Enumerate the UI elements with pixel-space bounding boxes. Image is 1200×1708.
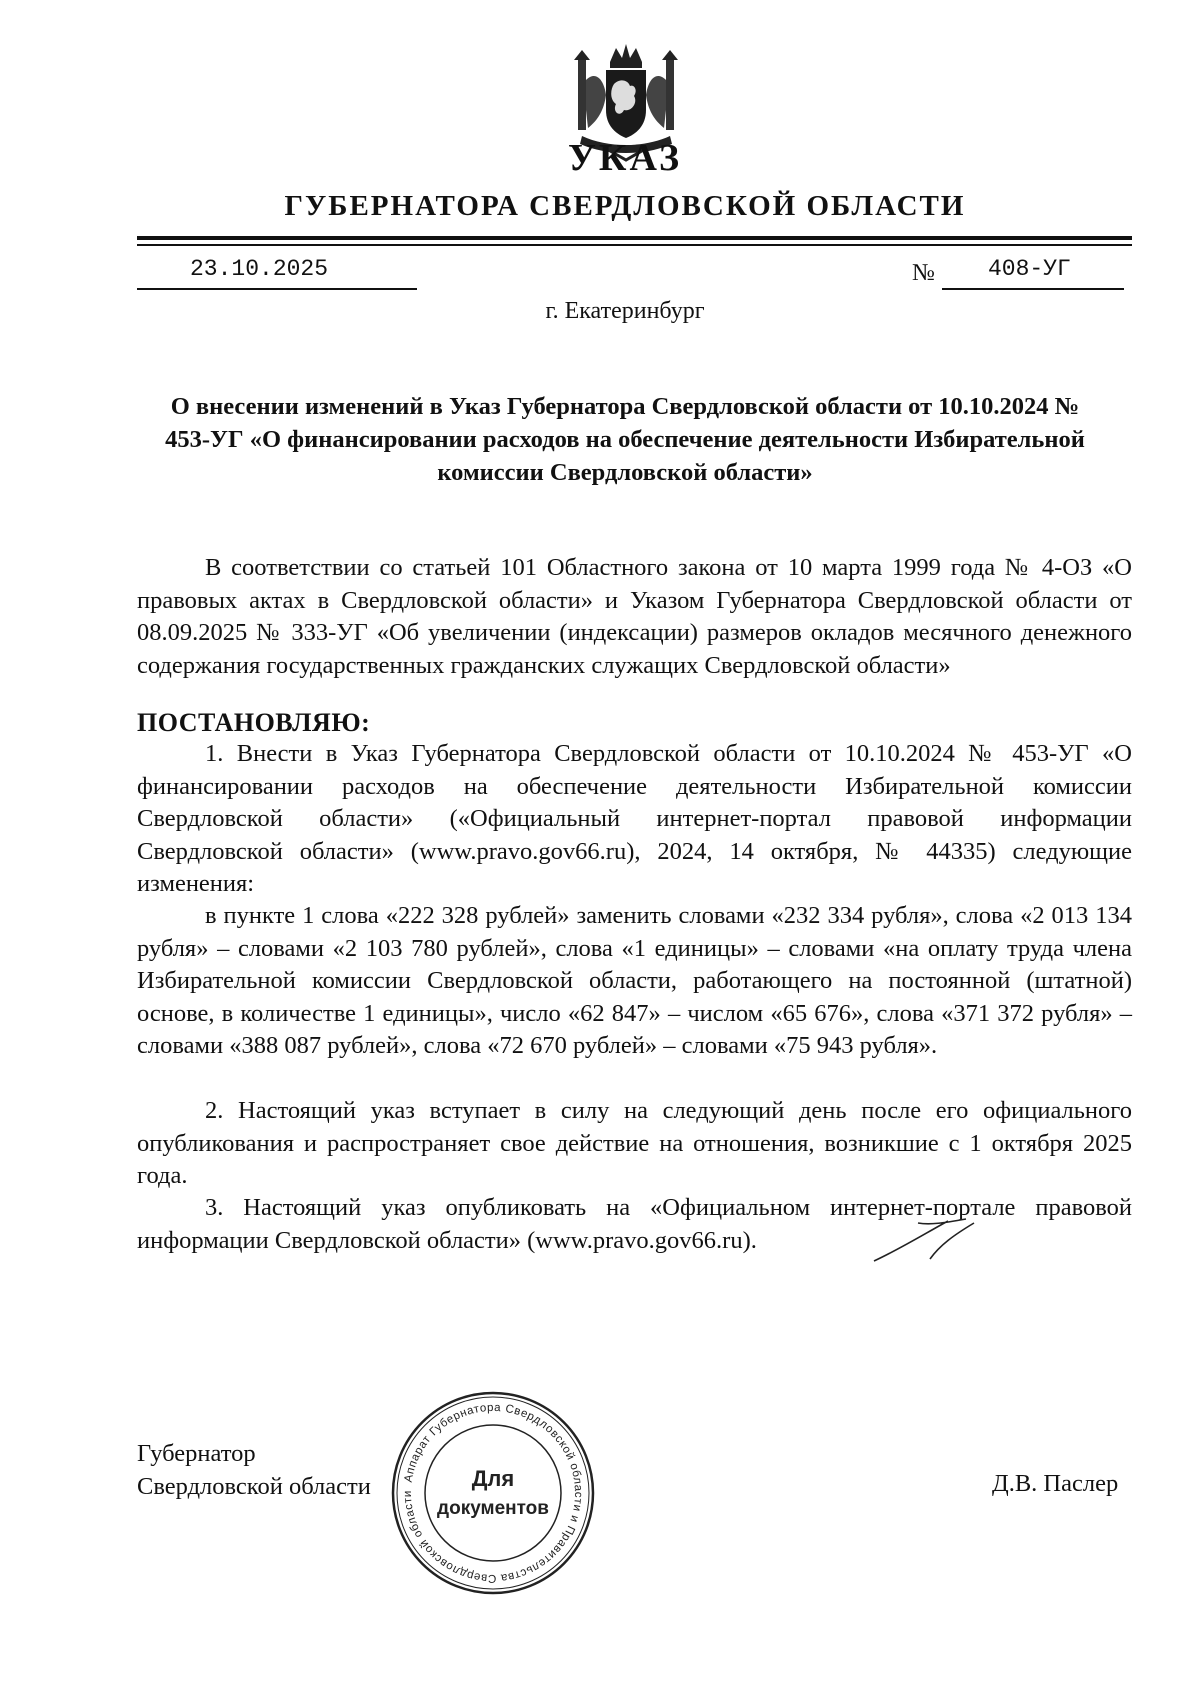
date-underline bbox=[137, 288, 417, 290]
stamp-center-line-2: документов bbox=[437, 1498, 549, 1519]
number-underline bbox=[942, 288, 1124, 290]
header-rule-thin bbox=[137, 244, 1132, 246]
document-number: 408-УГ bbox=[988, 256, 1071, 282]
signatory-name: Д.В. Паслер bbox=[992, 1470, 1119, 1497]
item-1-amendment-text: в пункте 1 слова «222 328 рублей» заменить словами «232 334 рубля», слова «2 013 134 рубля» – словами «2 103 780 рублей», слова «1 единицы» – словами «на оплату труда члена Избирательной комиссии Свердловской области, работающего на постоянной (штатной) основе, в количестве 1 единицы», число «62 847» – числом «65 676», слова «371 372 рубля» – словами «388 087 рублей», слова «72 670 рублей» – словами «75 943 рубля». bbox=[137, 902, 1132, 1059]
header-rule-thick bbox=[137, 236, 1132, 240]
document-date: 23.10.2025 bbox=[190, 256, 329, 282]
number-sign: № bbox=[912, 260, 935, 286]
stamp-ring-text: Аппарат Губернатора Свердловской области и Правительства Свердловской области bbox=[401, 1401, 585, 1585]
stamp-center-line-1: Для bbox=[471, 1466, 515, 1491]
issuing-authority: ГУБЕРНАТОРА СВЕРДЛОВСКОЙ ОБЛАСТИ bbox=[284, 190, 966, 222]
official-stamp bbox=[388, 1388, 598, 1598]
item-1-paragraph: 1. Внести в Указ Губернатора Свердловской области от 10.10.2024 № 453-УГ «О финансировании расходов на обеспечение деятельности Избирательной комиссии Свердловской области» («Официальный интернет-портал правовой информации Свердловской области» (www.pravo.gov66.ru), 2024, 14 октября, № 44335) следующие изменения: bbox=[137, 740, 1132, 897]
signatory-position-line-1: Губернатор bbox=[137, 1440, 256, 1467]
place-of-issue: г. Екатеринбург bbox=[545, 298, 705, 324]
decree-word: ПОСТАНОВЛЯЮ: bbox=[137, 708, 371, 737]
item-2-paragraph: 2. Настоящий указ вступает в силу на следующий день после его официального опубликования и распространяет свое действие на отношения, возникшие с 1 октября 2025 года. bbox=[137, 1097, 1132, 1189]
document-type-title: УКАЗ bbox=[568, 137, 682, 179]
document-subject: О внесении изменений в Указ Губернатора Свердловской области от 10.10.2024 № 453-УГ «О финансировании расходов на обеспечение деятельности Избирательной комиссии Свердловской области» bbox=[165, 393, 1085, 486]
preamble-paragraph: В соответствии со статьей 101 Областного закона от 10 марта 1999 года № 4-ОЗ «О правовых актах в Свердловской области» и Указом Губернатора Свердловской области от 08.09.2025 № 333-УГ «Об увеличении (индексации) размеров окладов месячного денежного содержания государственных гражданских служащих Свердловской области» bbox=[137, 554, 1132, 679]
svg-text:Аппарат Губернатора Свердловск bbox=[402, 1402, 584, 1584]
signatory-position-line-2: Свердловской области bbox=[137, 1473, 371, 1500]
handwritten-signature bbox=[870, 1215, 980, 1265]
item-3-paragraph: 3. Настоящий указ опубликовать на «Официальном интернет-портале правовой информации Свердловской области» (www.pravo.gov66.ru). bbox=[137, 1194, 1132, 1254]
